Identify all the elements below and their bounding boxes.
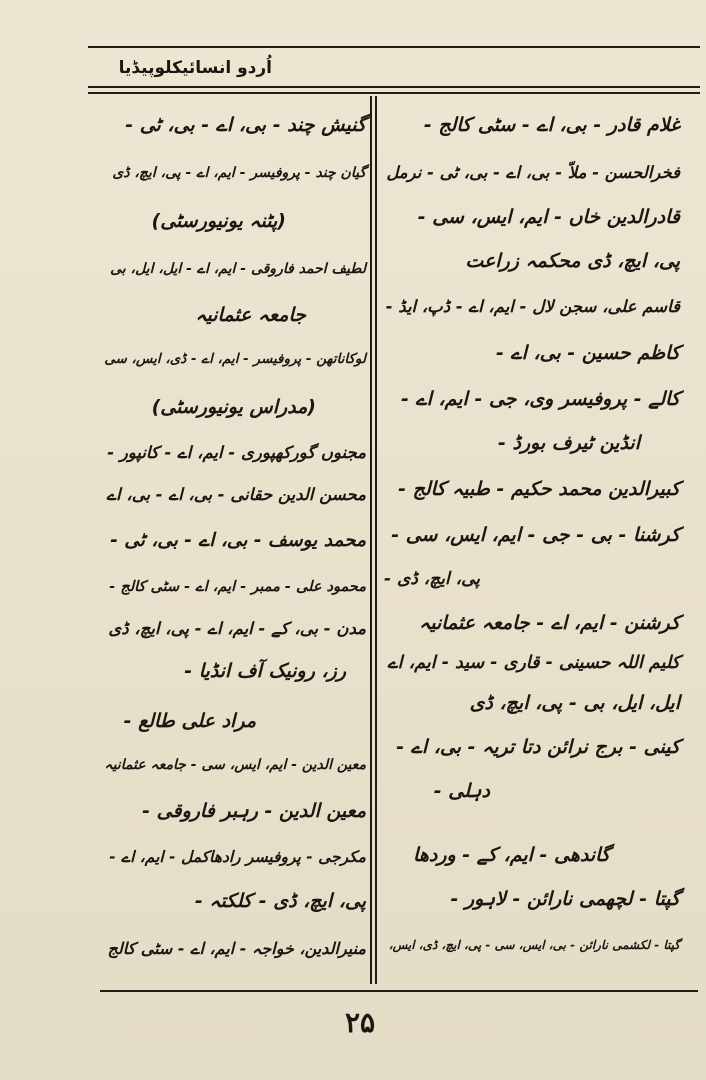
entry-line: کبیرالدین محمد حکیم - طبیہ کالج - bbox=[398, 478, 680, 500]
entry-line: مراد علی طالع - bbox=[123, 710, 256, 732]
header-thin-rule bbox=[88, 46, 700, 48]
entry-line: مجنوں گورکھپوری - ایم، اے - کانپور - bbox=[107, 443, 366, 462]
entry-line: لطیف احمد فاروقی - ایم، اے - ایل، ایل، بی bbox=[110, 261, 366, 277]
entry-line: کرشنا - بی - جی - ایم، ایس، سی - bbox=[391, 524, 680, 546]
entry-line: کرشنن - ایم، اے - جامعہ عثمانیہ bbox=[419, 612, 680, 634]
entry-line: مدن - بی، کے - ایم، اے - پی، ایچ، ڈی bbox=[108, 619, 366, 638]
entry-line: جامعہ عثمانیہ bbox=[195, 304, 306, 326]
entry-line: پی، ایچ، ڈی - کلکتہ - bbox=[194, 890, 366, 912]
entry-line: کاظم حسین - بی، اے - bbox=[495, 342, 680, 364]
entry-line: غلام قادر - بی، اے - سٹی کالج - bbox=[423, 114, 680, 136]
entry-line: مکرجی - پروفیسر رادھاکمل - ایم، اے - bbox=[109, 848, 366, 866]
entry-line: معین الدین - ایم، ایس، سی - جامعہ عثمانیہ bbox=[104, 757, 366, 773]
entry-line: محمود علی - ممبر - ایم، اے - سٹی کالج - bbox=[109, 579, 366, 595]
column-divider-left bbox=[370, 96, 372, 984]
entry-line: کلیم اللہ حسینی - قاری - سید - ایم، اے bbox=[387, 653, 680, 673]
entry-line: گپتا - لچھمی نارائن - لاہور - bbox=[450, 888, 680, 910]
column-divider-right bbox=[375, 96, 377, 984]
entry-line: کینی - برج نرائن دتا تریہ - بی، اے - bbox=[396, 736, 680, 758]
entry-line: انڈین ٹیرف بورڈ - bbox=[498, 432, 640, 454]
entry-line: پی، ایچ، ڈی محکمہ زراعت bbox=[465, 250, 680, 272]
entry-line: (مدراس یونیورسٹی) bbox=[151, 396, 316, 418]
entry-line: گیان چند - پروفیسر - ایم، اے - پی، ایچ، ڈی bbox=[112, 165, 366, 181]
header-rule-lower bbox=[88, 92, 700, 94]
header-rule-upper bbox=[88, 86, 700, 88]
entry-line: محمد یوسف - بی، اے - بی، ٹی - bbox=[110, 530, 366, 551]
entry-line: گپتا - لکشمی نارائن - بی، ایس، سی - پی، ایچ، ڈی، ایس، bbox=[388, 938, 680, 952]
entry-line: لوکاناتھن - پروفیسر - ایم، اے - ڈی، ایس، سی bbox=[104, 351, 366, 367]
entry-line: گنیش چند - بی، اے - بی، ٹی - bbox=[125, 114, 366, 136]
entry-line: فخرالحسن - ملاّ - بی، اے - بی، ٹی - نرمل bbox=[386, 163, 680, 182]
entry-line: پی، ایچ، ڈی - bbox=[384, 569, 480, 589]
entry-line: (پٹنہ یونیورسٹی) bbox=[151, 210, 286, 232]
entry-line: محسن الدین حقانی - بی، اے - بی، اے bbox=[106, 485, 366, 504]
running-header-title: اُردو انسائیکلوپیڈیا bbox=[118, 58, 272, 78]
entry-line: کالے - پروفیسر وی، جی - ایم، اے - bbox=[400, 388, 680, 410]
entry-line: ایل، ایل، بی - پی، ایچ، ڈی bbox=[469, 692, 680, 714]
entry-line: قاسم علی، سجن لال - ایم، اے - ڈپ، ایڈ - bbox=[385, 297, 680, 316]
footer-rule bbox=[100, 990, 698, 992]
entry-line: رز، رونیک آف انڈیا - bbox=[184, 660, 346, 682]
page-number: ۲۵ bbox=[344, 1006, 376, 1039]
entry-line: گاندھی - ایم، کے - وردھا bbox=[413, 844, 610, 866]
entry-line: منیرالدین، خواجہ - ایم، اے - سٹی کالج bbox=[107, 939, 366, 958]
entry-line: قادرالدین خاں - ایم، ایس، سی - bbox=[417, 206, 680, 228]
entry-line: معین الدین - رہبر فاروقی - bbox=[142, 800, 366, 822]
entry-line: دہلی - bbox=[433, 780, 490, 802]
